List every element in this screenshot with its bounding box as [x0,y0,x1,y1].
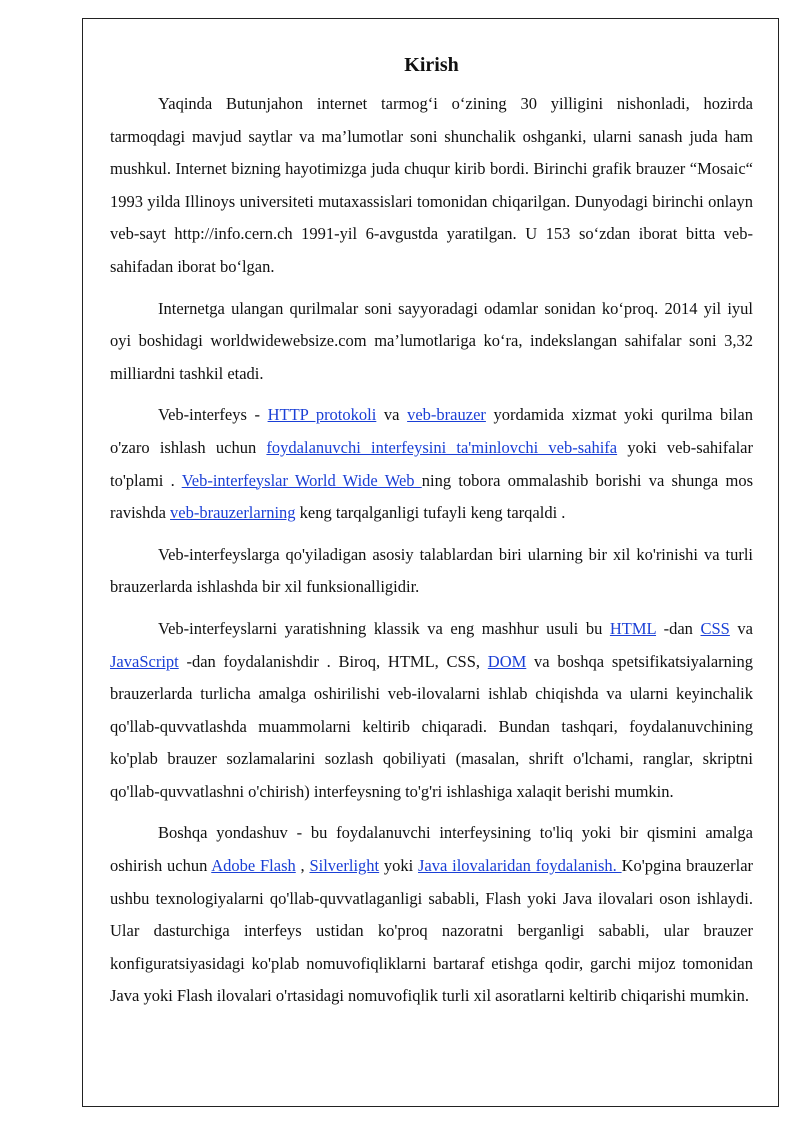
link-javascript[interactable]: JavaScript [110,651,179,671]
link-veb-brauzer[interactable]: veb-brauzer [407,405,486,425]
paragraph-5-text-4: -dan foydalanishdir . Biroq, HTML, CSS, [178,651,488,671]
link-world-wide-web[interactable]: Veb-interfeyslar World Wide Web [181,470,422,490]
link-css[interactable]: CSS [700,618,730,638]
paragraph-6-text-3: yoki [379,856,419,876]
paragraph-5-text-3: va [729,618,754,638]
paragraph-6-text-2: , [295,856,310,876]
paragraph-3 [110,399,753,529]
paragraph-3-text-2: va [376,405,408,425]
document-body [110,52,753,1022]
link-http-protokoli[interactable]: HTTP protokoli [267,405,377,425]
paragraph-3-text-6: keng tarqalganligi tufayli keng tarqaldi . [295,503,566,523]
link-html[interactable]: HTML [609,618,657,638]
paragraph-3-text-4: yoki veb-sahifalar to'plami . [110,437,753,490]
link-java-ilovalari[interactable]: Java ilovalaridan foydalanish. [418,856,622,876]
paragraph-3-text-3: yordamida xizmat yoki qurilma bilan o'zaro ishlash uchun [110,405,753,457]
link-adobe-flash[interactable]: Adobe Flash [211,856,296,876]
paragraph-3-text-1: Veb-interfeys - [158,405,268,425]
link-foydalanuvchi-interfeysi[interactable]: foydalanuvchi interfeysini ta'minlovchi veb-sahifa [266,437,618,457]
paragraph-5 [110,613,753,809]
paragraph-2: Internetga ulangan qurilmalar soni sayyoradagi odamlar sonidan ko‘proq. 2014 yil iyul oyi boshidagi worldwidewebsize.com ma’lumotlariga ko‘ra, indekslangan sahifalar soni 3,32 milliardni tashkil etadi. [110,298,753,383]
link-veb-brauzerlar[interactable]: veb-brauzerlarning [170,503,296,523]
paragraph-1: Yaqinda Butunjahon internet tarmog‘i o‘zining 30 yilligini nishonladi, hozirda tarmoqdagi mavjud saytlar va ma’lumotlar soni shunchalik oshganki, ularni sanash juda ham mushkul. Internet bizning hayotimizga juda chuqur kirib bordi. Birinchi grafik brauzer “Mosaic“ 1993 yilda Illinoys universiteti mutaxassislari tomonidan chiqarilgan. Dunyodagi birinchi onlayn veb-sayt http://info.cern.ch 1991-yil 6-avgustda yaratilgan. U 153 so‘zdan iborat bitta veb-sahifadan iborat bo‘lgan. [110,94,753,276]
paragraph-4: Veb-interfeyslarga qo'yiladigan asosiy talablardan biri ularning bir xil ko'rinishi va turli brauzerlarda ishlashda bir xil funksionalligidir. [110,544,753,597]
link-dom[interactable]: DOM [487,651,527,671]
document-title: Kirish [404,54,459,76]
paragraph-5-text-1: Veb-interfeyslarni yaratishning klassik va eng mashhur usuli bu [158,618,610,638]
paragraph-5-text-2: -dan [656,618,701,638]
link-silverlight[interactable]: Silverlight [309,856,380,876]
paragraph-5-text-5: va boshqa spetsifikatsiyalarning brauzerlarda turlicha amalga oshirilishi veb-ilovalarni ishlab chiqishda va ularni keyinchalik qo'llab-quvvatlashda muammolarni keltirib chiqaradi. Bundan tashqari, foydalanuvchining ko'plab brauzer sozlamalarini sozlash qobiliyati (masalan, shrift o'lchami, ranglar, skriptni qo'llab-quvvatlashni o'chirish) interfeysning to'g'ri ishlashiga xalaqit berishi mumkin. [110,651,753,801]
paragraph-3-text-5: ning tobora ommalashib borishi va shunga mos ravishda [110,470,753,523]
paragraph-6 [110,817,753,1013]
paragraph-6-text-1: Boshqa yondashuv - bu foydalanuvchi interfeysining to'liq yoki bir qismini amalga oshirish uchun [110,823,753,876]
paragraph-6-text-4: Ko'pgina brauzerlar ushbu texnologiyalarni qo'llab-quvvatlaganligi sababli, Flash yoki Java ilovalari oson ishlaydi. Ular dasturchiga interfeys ustidan ko'proq nazoratni berganligi sababli, ular brauzer konfiguratsiyasidagi ko'plab nomuvofiqliklarni bartaraf etishga qodir, garchi mijoz tomonidan Java yoki Flash ilovalari o'rtasidagi nomuvofiqlik turli xil asoratlarni keltirib chiqarishi mumkin. [110,856,754,1006]
